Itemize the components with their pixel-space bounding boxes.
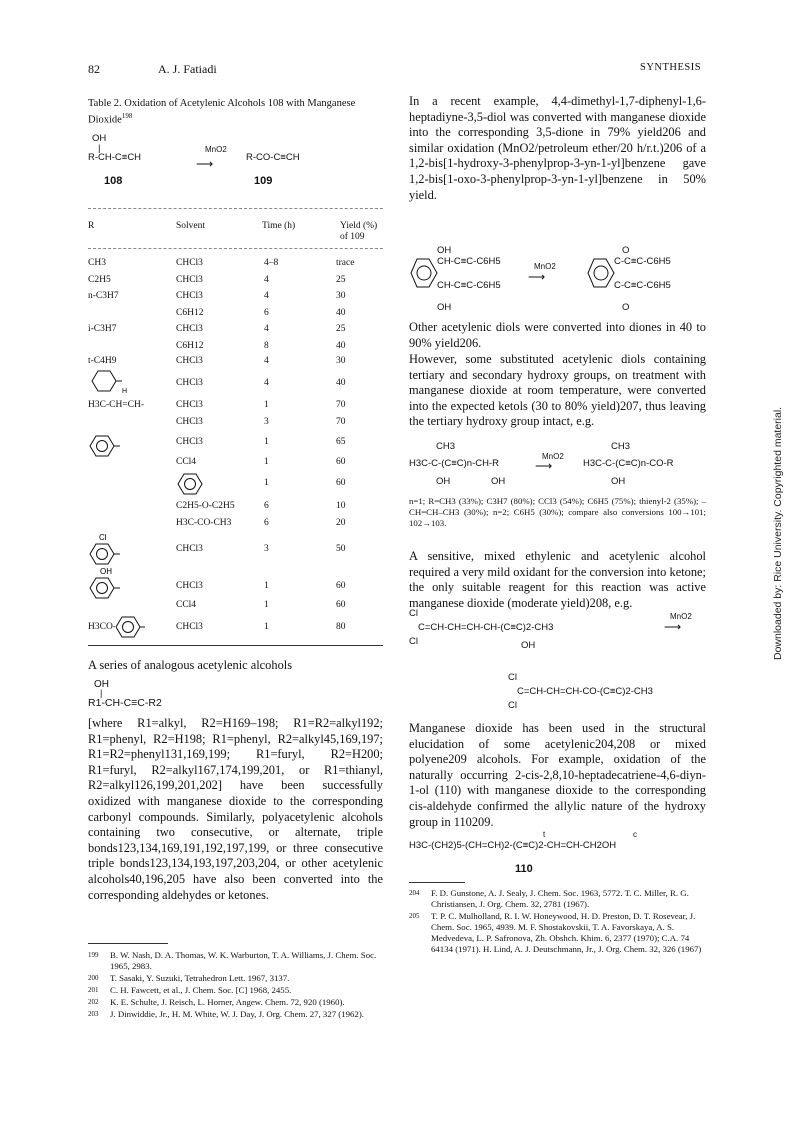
table-cell-yield: 80 [336, 622, 346, 632]
compound-110-formula: H3C-(CH2)5-(CH=CH)2-(C≡C)2-CH=CH-CH2OH [409, 840, 617, 851]
table-cell-r: CH3 [88, 258, 106, 268]
table-cell-time: 1 [264, 600, 269, 610]
table-cell-solvent: CHCl3 [176, 275, 203, 285]
benzene-ring-icon [409, 257, 439, 291]
s2-left: H3C-C-(C≡C)n-CH-R [409, 458, 499, 469]
table-cell-solvent: CHCl3 [176, 356, 203, 366]
s1-left-top: CH-C≡C-C6H5 [437, 256, 501, 267]
scheme-bond: | [98, 143, 101, 154]
footnote-text: T. Sasaki, Y. Suzuki, Tetrahedron Lett. 1967, 3137. [110, 973, 290, 983]
table-cell-solvent: CHCl3 [176, 324, 203, 334]
footnote-text: C. H. Fawcett, et al., J. Chem. Soc. [C] 1968, 2455. [110, 985, 292, 995]
table-cell-solvent: CHCl3 [176, 622, 203, 632]
general-formula: R1-CH-C≡C-R2 [88, 697, 162, 709]
footnote-text: J. Dinwiddie, Jr., H. M. White, W. J. Day, J. Org. Chem. 27, 327 (1962). [110, 1009, 364, 1019]
table-cell-solvent: CCl4 [176, 457, 197, 467]
table-cell-time: 4 [264, 275, 269, 285]
s1-left-bottom: CH-C≡C-C6H5 [437, 280, 501, 291]
footnote [409, 911, 706, 955]
table-cell-solvent: CHCl3 [176, 417, 203, 427]
header-solvent: Solvent [176, 221, 206, 231]
table-cell-yield: 25 [336, 324, 346, 334]
footnote [409, 888, 706, 910]
footnote-text: B. W. Nash, D. A. Thomas, W. K. Warburton, T. A. Williams, J. Chem. Soc. 1965, 2983. [110, 950, 377, 971]
product-number: 109 [254, 175, 273, 187]
s2-ch3-left: CH3 [436, 441, 456, 452]
formula-bond: | [100, 688, 103, 698]
phenyl-icon [88, 434, 122, 458]
table-cell-solvent: CHCl3 [176, 544, 203, 554]
table-cell-yield: 40 [336, 341, 346, 351]
table-caption [88, 98, 383, 127]
table-cell-time: 1 [264, 478, 269, 488]
table-cell-time: 4 [264, 291, 269, 301]
svg-text:OH: OH [100, 567, 112, 576]
s2-ch3-right: CH3 [611, 441, 631, 452]
left-body-text: [where R1=alkyl, R2=H169–198; R1=R2=alkyl192; R1=phenyl, R2=H198; R1=phenyl, R2=alkyl45,169,197; R1=R2=phenyl131,169,199; R1=furyl, R2=H200; R1=furyl, R2=alkyl167,174,199,201, or R1=thianyl, R2=alkyl126,199,201,202] have been successfully oxidized with manganese dioxide to the corresponding carbonyl compounds. Similarly, polyacetylenic alcohols containing two consecutive, or alternate, triple bonds123,134,169,191,192,197,199, or three consecutive triple bonds123,134,193,197,203,204, or other acetylenic alcohols40,196,205 have also been converted into the corresponding aldehydes or ketones. [88, 716, 383, 902]
table-cell-time: 6 [264, 308, 269, 318]
footnote [88, 985, 383, 996]
table-cell-time: 6 [264, 501, 269, 511]
right-paragraph-2: Other acetylenic diols were converted into diones in 40 to 90% yield206. [409, 320, 706, 350]
table-cell-yield: 40 [336, 378, 346, 388]
footnote-number: 204 [409, 889, 420, 897]
hydroxyphenyl-icon [88, 566, 128, 600]
table-cell-solvent: C6H12 [176, 308, 204, 318]
methoxyphenyl-icon [116, 615, 146, 639]
running-author: A. J. Fatiadi [158, 62, 217, 76]
scheme-reagent: MnO2 [205, 145, 227, 154]
s3-cl-bottom-product: Cl [508, 700, 517, 711]
s1-right-top: C-C≡C-C6H5 [614, 256, 671, 267]
left-footnotes [88, 950, 383, 1021]
s2-oh-left-1: OH [436, 476, 451, 487]
footnote-number: 203 [88, 1010, 99, 1018]
table-cell-r: H3CO- [88, 622, 116, 632]
s3-left: C=CH-CH=CH-CH-(C≡C)2-CH3 [418, 622, 554, 633]
footnote-number: 205 [409, 912, 420, 920]
download-notice: Downloaded by: Rice University. Copyrighted material. [772, 406, 784, 660]
right-paragraph-4: A sensitive, mixed ethylenic and acetylenic alcohol required a very mild oxidant for the conversion into ketone; the only suitable reagent for this reaction was active manganese dioxide (moderate yield)208, e.g. [409, 549, 706, 610]
right-footnote-rule [409, 882, 465, 883]
table-cell-yield: 40 [336, 308, 346, 318]
s3-reagent: MnO2 [670, 612, 692, 621]
table-cell-yield: 60 [336, 600, 346, 610]
footnote-number: 201 [88, 986, 99, 994]
table-cell-yield: 50 [336, 544, 346, 554]
scheme-product: R-CO-C≡CH [246, 152, 300, 163]
table-caption-ref: 198 [121, 112, 133, 120]
footnote [88, 973, 383, 984]
compound-110-number: 110 [515, 863, 533, 875]
table-cell-yield: 10 [336, 501, 346, 511]
table-cell-r: n-C3H7 [88, 291, 119, 301]
s1-right-bottom: C-C≡C-C6H5 [614, 280, 671, 291]
table-cell-solvent: CHCl3 [176, 437, 203, 447]
cyclohexyl-icon [88, 369, 128, 395]
footnote [88, 950, 383, 972]
right-paragraph-1: In a recent example, 4,4-dimethyl-1,7-diphenyl-1,6-heptadiyne-3,5-diol was converted with manganese dioxide into the corresponding 3,5-dione in 79% yield206 and similar oxidation (MnO2/petroleum ether/20 h/r.t.)206 of a 1,2-bis[1-hydroxy-3-phenylprop-3-yn-1-yl]benzene gave 1,2-bis[1-oxo-3-phenylprop-3-yn-1-yl]benzene in 50% yield. [409, 94, 706, 202]
table-cell-time: 8 [264, 341, 269, 351]
table-top-rule [88, 208, 383, 209]
table-cell-r: H3C-CH=CH- [88, 400, 145, 410]
table-cell-yield: 20 [336, 518, 346, 528]
page-number: 82 [88, 62, 100, 76]
s3-arrow-icon: ⟶ [664, 620, 682, 634]
s4-t-label: t [543, 830, 546, 839]
table-cell-time: 4 [264, 356, 269, 366]
table-cell-time: 3 [264, 417, 269, 427]
table-bottom-rule [88, 645, 383, 646]
footnote-number: 200 [88, 974, 99, 982]
table-cell-yield: 30 [336, 356, 346, 366]
table-cell-yield: 70 [336, 417, 346, 427]
table-cell-time: 4–8 [264, 258, 279, 268]
benzene-solvent-icon [176, 472, 206, 496]
s1-reagent: MnO2 [534, 262, 556, 271]
footnote-text: K. E. Schulte, J. Reisch, L. Horner, Angew. Chem. 72, 920 (1960). [110, 997, 345, 1007]
s2-reagent: MnO2 [542, 452, 564, 461]
header-r: R [88, 221, 95, 231]
s4-c-label: c [633, 830, 637, 839]
table-cell-solvent: CHCl3 [176, 258, 203, 268]
table-cell-time: 3 [264, 544, 269, 554]
formula-oh: OH [94, 679, 109, 690]
s1-oh-bottom: OH [437, 302, 452, 313]
table-cell-solvent: CHCl3 [176, 400, 203, 410]
s1-oh-top: OH [437, 245, 452, 256]
footnote [88, 997, 383, 1008]
header-yield: Yield (%) of 109 [340, 221, 378, 242]
s2-oh-right: OH [611, 476, 626, 487]
left-footnote-rule [88, 943, 168, 944]
s3-cl-top-product: Cl [508, 672, 517, 683]
right-paragraph-5: Manganese dioxide has been used in the structural elucidation of some acetylenic204,208 or mixed polyene209 alcohols. For example, oxidation of the naturally occurring 2-cis-2,8,10-heptadecatriene-4,6-diyn-1-ol (110) with manganese dioxide to the corresponding cis-aldehyde confirmed the allylic nature of the hydroxy group in 110209. [409, 721, 706, 829]
table-cell-r: C2H5 [88, 275, 111, 285]
table-cell-solvent: C6H12 [176, 341, 204, 351]
table-cell-time: 1 [264, 437, 269, 447]
table-cell-yield: trace [336, 258, 355, 268]
s1-arrow-icon: ⟶ [528, 270, 546, 284]
journal-name: SYNTHESIS [640, 62, 702, 73]
s3-cl-bottom: Cl [409, 636, 418, 647]
scheme-2-note: n=1; R=CH3 (33%); C3H7 (80%); CCl3 (54%); C6H5 (75%); thienyl-2 (35%); –CH=CH–CH3 (30%); n=2; C6H5 (30%); compare also conversions 100→101; 102→103. [409, 496, 706, 528]
footnote-text: F. D. Gunstone, A. J. Sealy, J. Chem. Soc. 1963, 5772. T. C. Miller, R. G. Christiansen, J. Org. Chem. 32, 2781 (1967). [431, 888, 689, 909]
s3-cl-top: Cl [409, 608, 418, 619]
table-cell-yield: 65 [336, 437, 346, 447]
table-cell-time: 1 [264, 622, 269, 632]
s3-oh: OH [521, 640, 536, 651]
scheme-oh: OH [92, 133, 107, 144]
right-paragraph-3: However, some substituted acetylenic diols containing tertiary and secondary hydroxy groups, on treatment with manganese dioxide at room temperature, were converted into the expected ketols (30 to 80% yield)207, thus leaving the tertiary hydroxy group intact, e.g. [409, 352, 706, 429]
table-header-rule [88, 248, 383, 249]
table-cell-time: 4 [264, 378, 269, 388]
table-cell-solvent: CCl4 [176, 600, 197, 610]
reaction-arrow-icon: ⟶ [196, 157, 214, 171]
s1-o-bottom: O [622, 302, 630, 313]
table-cell-solvent: CHCl3 [176, 291, 203, 301]
s3-product: C=CH-CH=CH-CO-(C≡C)2-CH3 [517, 686, 653, 697]
svg-text:Cl: Cl [99, 533, 107, 542]
right-footnotes [409, 888, 706, 956]
s1-o-top: O [622, 245, 630, 256]
s2-arrow-icon: ⟶ [535, 459, 553, 473]
table-cell-yield: 60 [336, 581, 346, 591]
header-time: Time (h) [262, 221, 296, 231]
table-cell-yield: 30 [336, 291, 346, 301]
table-cell-time: 1 [264, 581, 269, 591]
table-cell-yield: 60 [336, 478, 346, 488]
s2-oh-left-2: OH [491, 476, 506, 487]
footnote-number: 202 [88, 998, 99, 1006]
svg-text:H: H [122, 388, 128, 395]
table-cell-yield: 25 [336, 275, 346, 285]
table-cell-yield: 60 [336, 457, 346, 467]
table-cell-time: 1 [264, 457, 269, 467]
chlorophenyl-icon [88, 532, 128, 566]
left-intro: A series of analogous acetylenic alcohols [88, 658, 293, 672]
table-cell-solvent: H3C-CO-CH3 [176, 518, 232, 528]
table-caption-text: Table 2. Oxidation of Acetylenic Alcohols 108 with Manganese Dioxide [88, 98, 356, 126]
table-cell-yield: 70 [336, 400, 346, 410]
footnote [88, 1009, 383, 1020]
table-cell-time: 6 [264, 518, 269, 528]
table-cell-time: 4 [264, 324, 269, 334]
table-cell-solvent: CHCl3 [176, 378, 203, 388]
footnote-text: T. P. C. Mulholland, R. I. W. Honeywood, H. D. Preston, D. T. Rosevear, J. Chem. Soc. 1965, 4939. M. F. Shostakovskii, T. A. Favorskaya, A. S. Medvedeva, L. P. Safronova, Zh. Obshch. Khim. 6, 2377 (1970); C.A. 74 64134 (1971). H. Lind, A. J. Deutschmann, Jr., J. Org. Chem. 32, 326 (1967) [431, 911, 702, 954]
table-cell-r: i-C3H7 [88, 324, 117, 334]
table-cell-r: t-C4H9 [88, 356, 117, 366]
table-cell-solvent: CHCl3 [176, 581, 203, 591]
reactant-number: 108 [104, 175, 123, 187]
table-cell-solvent: C2H5-O-C2H5 [176, 501, 235, 511]
s2-right: H3C-C-(C≡C)n-CO-R [583, 458, 674, 469]
table-cell-time: 1 [264, 400, 269, 410]
footnote-number: 199 [88, 951, 99, 959]
scheme-reactant: R-CH-C≡CH [88, 152, 142, 163]
